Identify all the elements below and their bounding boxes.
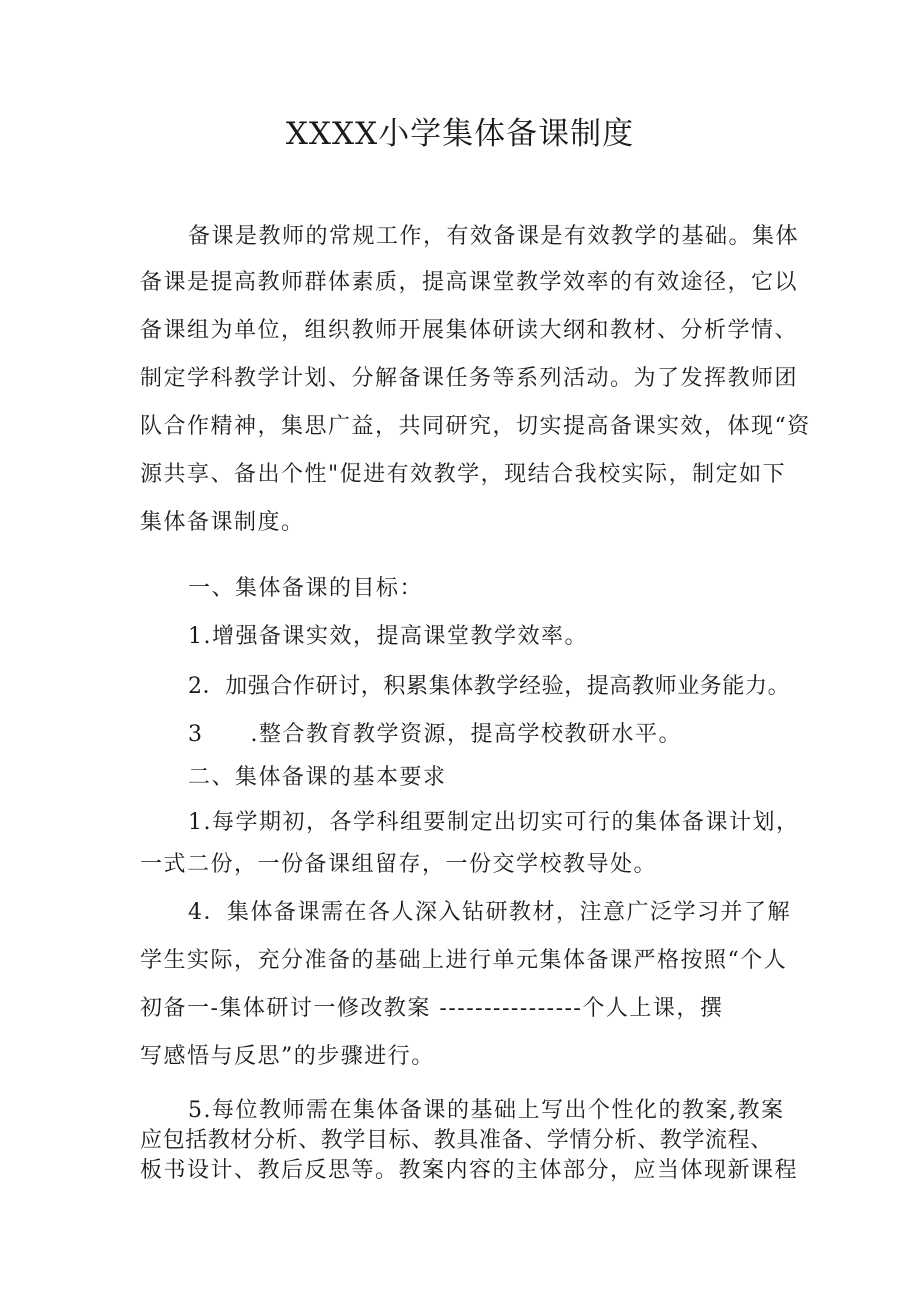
document-title: XXXX小学集体备课制度 xyxy=(285,116,635,152)
text-line: 源共享、备出个性"促进有效教学，现结合我校实际，制定如下 xyxy=(140,462,787,487)
list-item: 1.增强备课实效，提高课堂教学效率。 xyxy=(188,624,588,649)
text-line: 学生实际，充分准备的基础上进行单元集体备课严格按照“个人 xyxy=(140,948,788,973)
text-line: 写感悟与反思”的步骤进行。 xyxy=(140,1044,435,1069)
text-line: 备课是提高教师群体素质，提高课堂教学效率的有效途径，它以 xyxy=(140,270,799,295)
list-item: 4．集体备课需在各人深入钻研教材，注意广泛学习并了解 xyxy=(188,900,791,925)
list-item: 1.每学期初，各学科组要制定出切实可行的集体备课计划， xyxy=(188,810,800,835)
text-line: 应包括教材分析、教学目标、教具准备、学情分析、教学流程、 xyxy=(140,1128,773,1153)
text-line: 一式二份，一份备课组留存，一份交学校教导处。 xyxy=(140,852,658,877)
section-heading: 二、集体备课的基本要求 xyxy=(188,765,447,790)
text-line: 初备一-集体研讨一修改教案 ----------------个人上课，撰 xyxy=(140,996,724,1021)
text-line: 集体备课制度。 xyxy=(140,510,305,535)
text-line: 制定学科教学计划、分解备课任务等系列活动。为了发挥教师团 xyxy=(140,366,799,391)
list-item: 2．加强合作研讨，积累集体教学经验，提高教师业务能力。 xyxy=(188,674,791,699)
text-line: 备课是教师的常规工作，有效备课是有效教学的基础。集体 xyxy=(188,224,800,249)
text-line: 备课组为单位，组织教师开展集体研读大纲和教材、分析学情、 xyxy=(140,318,799,343)
text-line: 板书设计、教后反思等。教案内容的主体部分，应当体现新课程 xyxy=(140,1158,799,1183)
text-line: 队合作精神，集思广益，共同研究，切实提高备课实效，体现“资 xyxy=(140,414,811,439)
section-heading: 一、集体备课的目标： xyxy=(188,576,424,601)
list-item: 3 .整合教育教学资源，提高学校教研水平。 xyxy=(188,722,682,747)
list-item: 5.每位教师需在集体备课的基础上写出个性化的教案,教案 xyxy=(188,1098,785,1123)
